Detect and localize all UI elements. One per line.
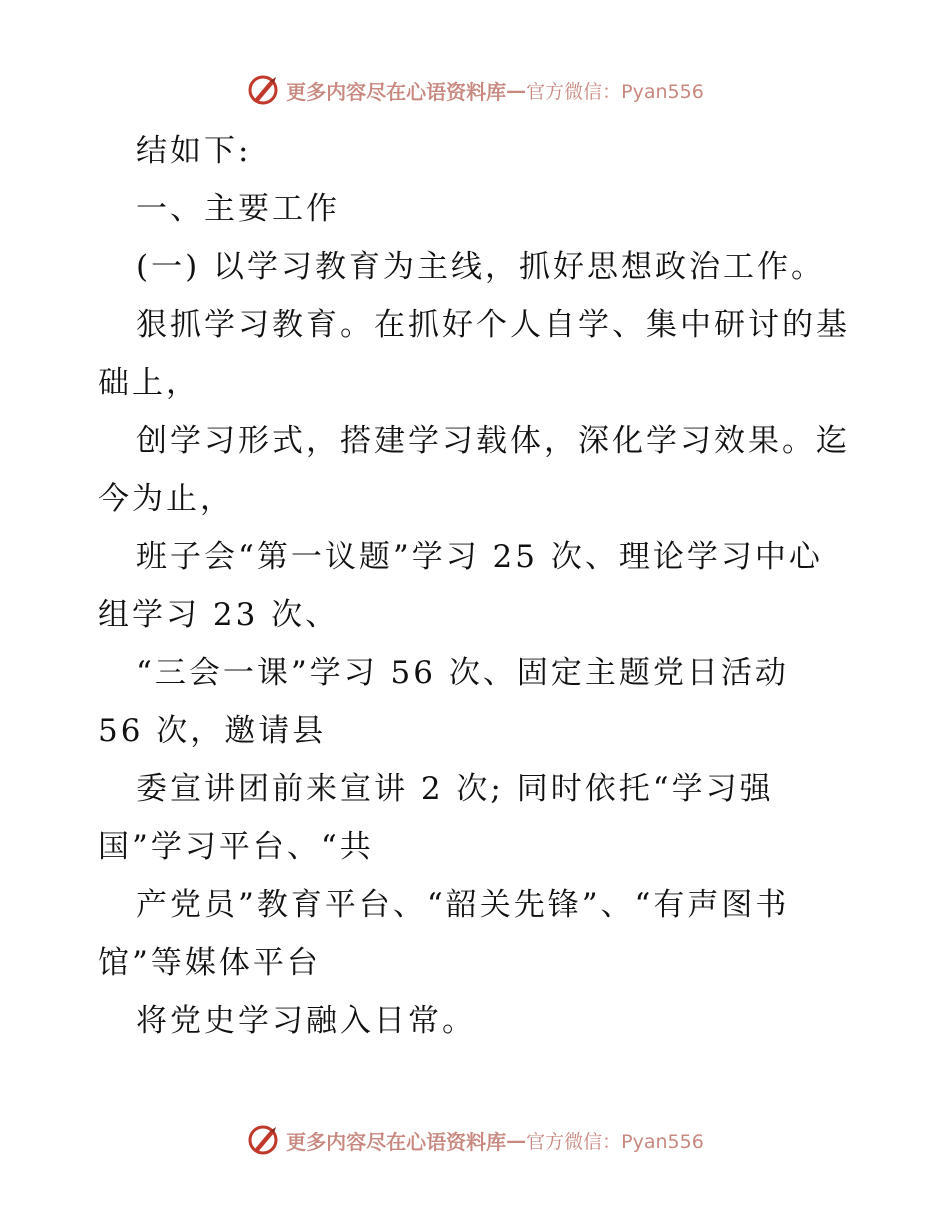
doc-line: 创学习形式，搭建学习载体，深化学习效果。迄 [136,423,850,459]
watermark-separator: — [506,78,527,102]
watermark-brand: 更多内容尽在心语资料库 [286,79,507,104]
subsection-heading: (一) 以学习教育为主线，抓好思想政治工作。 [136,249,826,285]
doc-line: 国”学习平台、“共 [98,829,374,865]
doc-line: 将党史学习融入日常。 [136,1003,476,1039]
quill-pen-icon [246,73,280,107]
doc-line: 56 次，邀请县 [98,713,327,749]
doc-line: 础上， [98,365,200,401]
doc-line: 今为止， [98,481,234,517]
doc-line: “三会一课”学习 56 次、固定主题党日活动 [136,655,789,691]
doc-line: 组学习 23 次、 [98,597,340,633]
document-body [98,122,858,1050]
doc-line: 结如下: [136,133,252,169]
doc-line: 狠抓学习教育。在抓好个人自学、集中研讨的基 [136,307,850,343]
doc-line: 委宣讲团前来宣讲 2 次; 同时依托“学习强 [136,771,774,807]
doc-line: 产党员”教育平台、“韶关先锋”、“有声图书 [136,887,790,923]
doc-line: 班子会“第一议题”学习 25 次、理论学习中心 [136,539,823,575]
quill-pen-icon [246,1123,280,1157]
footer-watermark [0,1118,950,1162]
section-heading: 一、主要工作 [136,191,340,227]
watermark-brand: 更多内容尽在心语资料库 [286,1129,507,1154]
header-watermark [0,68,950,112]
doc-line: 馆”等媒体平台 [98,945,321,981]
watermark-wechat: 官方微信：Pyan556 [526,80,704,103]
watermark-wechat: 官方微信：Pyan556 [526,1130,704,1153]
watermark-separator: — [506,1128,527,1152]
